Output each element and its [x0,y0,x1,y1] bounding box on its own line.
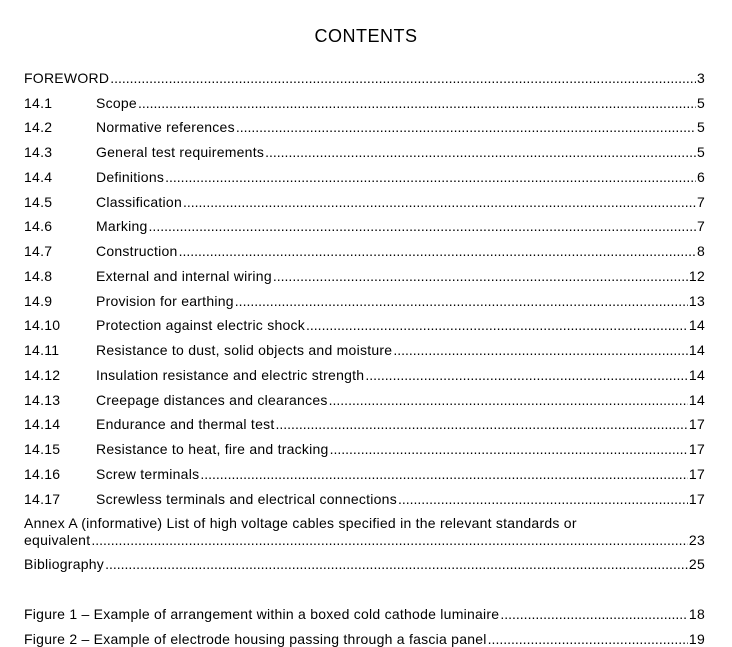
toc-entry-annex-line2 [24,531,705,548]
toc-entry-page: 14 [688,317,705,334]
toc-entry-page: 19 [688,630,705,647]
toc-entry-label: Resistance to dust, solid objects and moisture [96,342,393,358]
dot-leader [178,243,696,259]
toc-entry-number: 14.2 [24,119,53,136]
toc-entry-page: 23 [688,531,705,548]
toc-entry-label: Screwless terminals and electrical connections [96,490,397,507]
toc-entry-number: 14.10 [24,317,61,334]
toc-entry-label: Endurance and thermal test [96,416,275,433]
dot-leader [329,441,688,457]
toc-entry-label: equivalent [24,531,91,548]
toc-entry-number: 14.16 [24,465,61,482]
toc-entry-number: 14.5 [24,193,53,210]
toc-entry-clause[interactable] [24,259,705,284]
toc-entry-label: Marking [96,218,148,235]
table-of-contents [24,61,705,647]
toc-entry-number: 14.4 [24,168,53,185]
toc-entry-clause[interactable] [24,111,705,136]
dot-leader [499,606,688,622]
toc-entry-page: 7 [696,218,705,235]
toc-entry-page: 17 [688,465,705,482]
toc-entry-label: Scope [96,94,137,111]
toc-entry-page: 5 [696,94,705,111]
toc-entry-label: Construction [96,243,178,259]
toc-entry-label: Annex A (informative) List of high voltage cables specified in the relevant standards or [24,514,577,531]
toc-entry-page: 14 [688,366,705,383]
toc-entry-number: 14.11 [24,342,60,358]
toc-entry-clause[interactable] [24,309,705,334]
dot-leader [235,119,696,135]
dot-leader [328,392,688,408]
dot-leader [397,491,688,507]
toc-entry-page: 14 [688,342,705,358]
toc-entry-clause[interactable] [24,358,705,383]
toc-entry-number: 14.3 [24,144,53,160]
toc-entry-page: 18 [688,606,705,622]
dot-leader [234,293,688,309]
toc-entry-page: 6 [696,168,705,185]
dot-leader [199,466,688,482]
toc-entry-number: 14.13 [24,391,61,408]
figure-list [24,597,705,647]
toc-entry-page: 17 [688,441,705,457]
toc-entry-annex[interactable] [24,507,705,548]
toc-entry-foreword[interactable] [24,61,705,86]
dot-leader [487,631,688,647]
dot-leader [392,342,688,358]
toc-entry-number: 14.6 [24,218,53,235]
toc-entry-page: 8 [696,243,705,259]
toc-entry-clause[interactable] [24,482,705,507]
dot-leader [182,194,696,210]
toc-entry-label: Bibliography [24,556,105,573]
toc-entry-figure[interactable] [24,622,705,647]
clause-list [24,86,705,507]
toc-entry-clause[interactable] [24,383,705,408]
toc-entry-label: Provision for earthing [96,292,234,309]
toc-entry-page: 5 [696,144,705,160]
dot-leader [109,70,696,86]
toc-entry-clause[interactable] [24,408,705,433]
toc-entry-clause[interactable] [24,284,705,309]
toc-entry-clause[interactable] [24,210,705,235]
toc-entry-clause[interactable] [24,185,705,210]
page-title: CONTENTS [314,26,418,46]
dot-leader [305,317,688,333]
toc-entry-label: Definitions [96,168,165,185]
toc-entry-page: 17 [688,416,705,433]
toc-entry-label: Insulation resistance and electric strength [96,366,365,383]
toc-entry-label: Classification [96,193,182,210]
toc-entry-page: 5 [696,119,705,136]
toc-entry-label: FOREWORD [24,69,110,86]
toc-entry-number: 14.17 [24,490,61,507]
toc-entry-number: 14.1 [24,94,53,111]
dot-leader [275,416,688,432]
toc-entry-page: 17 [688,490,705,507]
toc-entry-page: 14 [688,391,705,408]
toc-entry-number: 14.14 [24,416,61,433]
toc-entry-figure[interactable] [24,597,705,622]
toc-entry-label: External and internal wiring [96,267,272,284]
toc-entry-clause[interactable] [24,457,705,482]
toc-entry-label: Protection against electric shock [96,317,306,334]
toc-entry-clause[interactable] [24,135,705,160]
dot-leader [90,532,688,548]
dot-leader [104,556,688,572]
toc-entry-label: Figure 1 – Example of arrangement within a boxed cold cathode luminaire [24,606,500,622]
dot-leader [264,144,696,160]
toc-entry-bibliography[interactable] [24,548,705,573]
toc-entry-label: Figure 2 – Example of electrode housing passing through a fascia panel [24,630,487,647]
section-gap [24,572,705,597]
toc-entry-clause[interactable] [24,160,705,185]
toc-entry-number: 14.7 [24,243,53,259]
toc-entry-clause[interactable] [24,432,705,457]
dot-leader [137,95,696,111]
dot-leader [148,218,696,234]
toc-entry-page: 12 [688,267,705,284]
toc-entry-number: 14.15 [24,441,61,457]
toc-entry-page: 3 [696,69,705,86]
toc-entry-label: Creepage distances and clearances [96,391,328,408]
toc-entry-label: Resistance to heat, fire and tracking [96,441,329,457]
toc-entry-clause[interactable] [24,86,705,111]
toc-entry-clause[interactable] [24,234,705,259]
toc-entry-number: 14.9 [24,292,53,309]
toc-entry-label: Normative references [96,119,235,136]
dot-leader [272,268,688,284]
toc-entry-number: 14.12 [24,366,61,383]
toc-entry-number: 14.8 [24,267,53,284]
toc-entry-page: 13 [688,292,705,309]
toc-entry-page: 7 [696,193,705,210]
toc-entry-label: General test requirements [96,144,265,160]
toc-entry-label: Screw terminals [96,465,200,482]
toc-entry-page: 25 [688,556,705,573]
dot-leader [364,367,688,383]
dot-leader [164,169,696,185]
toc-entry-clause[interactable] [24,333,705,358]
